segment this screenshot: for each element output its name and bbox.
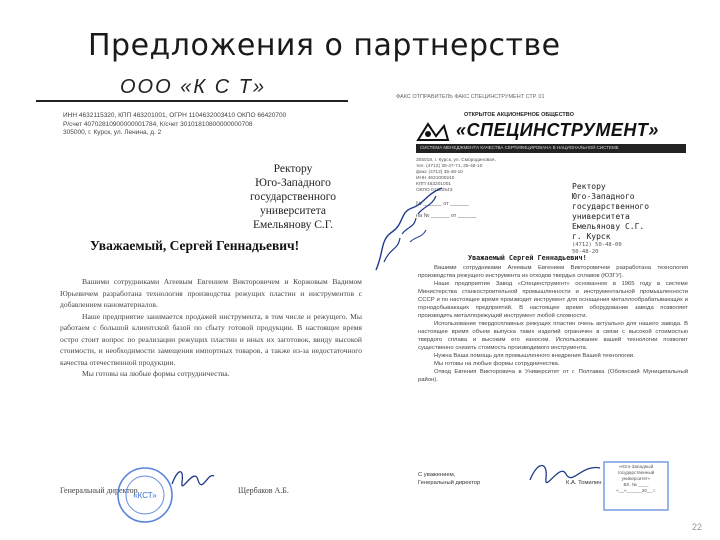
closing-line: Мы готовы на любые формы сотрудничества.: [82, 369, 230, 378]
recipient-line: г. Курск: [572, 232, 611, 241]
paragraph: Вашими сотрудниками Агеевым Евгением Викторовичем разработана технология производства режущего инструмента из отходов твердых сплавов (ЮЗГУ).: [418, 265, 688, 279]
left-requisites: [63, 112, 353, 138]
sign-name: К.А. Томилин: [566, 480, 602, 486]
sign-role: Генеральный директор: [418, 480, 481, 486]
slide-title: Предложения о партнерстве: [88, 28, 561, 63]
recipient-line: университета: [260, 205, 326, 217]
recipient-contact: 50-48-20: [572, 249, 599, 255]
recipient-block: [218, 162, 368, 232]
recipient-line: университета: [572, 212, 630, 221]
paragraph: Наше предприятие занимается продажей инструмента, в том числе и режущего. Мы работаем с большой клиентской базой по сбыту готовой продукции. В настоящее время остро стоит вопрос по реализации режущих пластин и иных их заготовок, ввиду высокой стоимости, и необходимости замещения импортных товаров, а также из-за недостаточного качества отечественной продукции.: [60, 311, 362, 367]
requisite-line: ИНН 4631000240: [416, 176, 455, 181]
requisite-line: Р/счет 40702810900000001784, К/счет 30101810800000000708: [63, 120, 253, 128]
stamp-line: «__»______20__ г.: [616, 488, 656, 493]
recipient-line: Емельянову С.Г.: [572, 222, 645, 231]
stamp-line: ВХ. № ____: [623, 482, 649, 487]
reg-line: на № ______ от ______: [416, 213, 477, 219]
letter-body: [60, 276, 362, 380]
greeting: Уважаемый Сергей Геннадьевич!: [468, 254, 587, 262]
sign-name: Щербаков А.Б.: [238, 486, 289, 495]
recipient-line: государственного: [572, 202, 650, 211]
round-stamp-icon: [116, 466, 174, 524]
recipient-line: Юго-Западного: [255, 177, 331, 189]
signature-icon: [526, 456, 604, 486]
page-number: 22: [691, 522, 702, 532]
paragraph: Нужна Ваша помощь для промышленного внедрения Вашей технологии.: [434, 353, 635, 359]
stamp-line: государственный: [617, 470, 655, 475]
requisite-line: 305000, г. Курск, ул. Ленина, д. 2: [63, 129, 162, 136]
requisite-line: ОКПО 01382543: [416, 188, 453, 193]
letter-body: [418, 264, 688, 384]
requisite-line: 305018, г. Курск, ул. Смородиновая,: [416, 158, 496, 163]
requisite-line: КПП 463201001: [416, 182, 452, 187]
org-type: ОТКРЫТОЕ АКЦИОНЕРНОЕ ОБЩЕСТВО: [464, 112, 574, 118]
greeting: Уважаемый, Сергей Геннадьевич!: [90, 238, 300, 253]
fax-header: ФАКС ОТПРАВИТЕЛЬ ФАКС СПЕЦИНСТРУМЕНТ СТР. 01: [396, 94, 545, 100]
stamp-line: «Юго-Западный: [618, 464, 654, 469]
recipient-line: государственного: [250, 191, 336, 203]
header-rule: [36, 100, 348, 102]
recipient-block: [572, 182, 684, 256]
incoming-stamp-text: [606, 464, 666, 494]
company-name: «СПЕЦИНСТРУМЕНТ»: [456, 120, 659, 140]
requisite-line: ИНН 4632115320, КПП 463201001, ОГРН 1104632003410 ОКПО 66420700: [63, 112, 287, 119]
paragraph: Наше предприятие Завод «Специнструмент» основанное в 1965 году в системе Министерства станкостроительной промышленности и инструментальной промышленности СССР и по настоящее время производит инструмент для оснащения металлообрабатывающих и горнодобывающих предприятий. В настоящее время оборудование завода позволяет производить металлорежущий инструмент любой сложности.: [418, 281, 688, 319]
stamp-label: «КСТ»: [133, 491, 157, 500]
sign-prefix: С уважением,: [418, 472, 456, 478]
stamp-line: университет»: [621, 476, 651, 481]
sign-role: Генеральный директор: [60, 486, 138, 495]
recipient-contact: (4712) 50-48-00: [572, 242, 622, 248]
recipient-line: Ректору: [572, 182, 606, 191]
company-tagline: СИСТЕМА МЕНЕДЖМЕНТА КАЧЕСТВА СЕРТИФИЦИРОВАНА В НАЦИОНАЛЬНОЙ СИСТЕМЕ: [420, 145, 619, 150]
paragraph: Вашими сотрудниками Агеевым Евгением Викторовичем и Коржовым Вадимом Юрьевичем разработана технология производства режущих пластин и инструментов с добавлением наноматериалов.: [60, 277, 362, 309]
letter-left: [28, 70, 368, 522]
reg-line: № ______ от ______: [416, 201, 469, 207]
requisite-line: тел. (4712) 35-47-71, 35-48-10: [416, 164, 483, 169]
recipient-line: Юго-Западного: [572, 192, 635, 201]
paragraph: Мы готовы на любые формы сотрудничества.: [434, 361, 560, 367]
letter-right: [376, 70, 692, 522]
paragraph: Отвод Евгения Викторовича в Университет от г. Полтавка (Обоянский Муниципальный район).: [418, 369, 688, 383]
requisite-line: факс (4712) 35-48-10: [416, 170, 463, 175]
handwritten-resolution-icon: [370, 182, 454, 276]
signature-icon: [168, 462, 218, 492]
recipient-line: Емельянову С.Г.: [252, 219, 334, 231]
recipient-line: Ректору: [273, 163, 313, 175]
company-title: ООО «К С Т»: [120, 76, 267, 98]
paragraph: Использование твердосплавных режущих пластин очень актуально для нашего завода. В настоящее время объем выпуска таких изделий ограничен в связи с высокой стоимостью твердого сплава и высоким его износом. Использование вашей технологии позволит существенно снизить стоимость производимого инструмента.: [418, 321, 688, 351]
